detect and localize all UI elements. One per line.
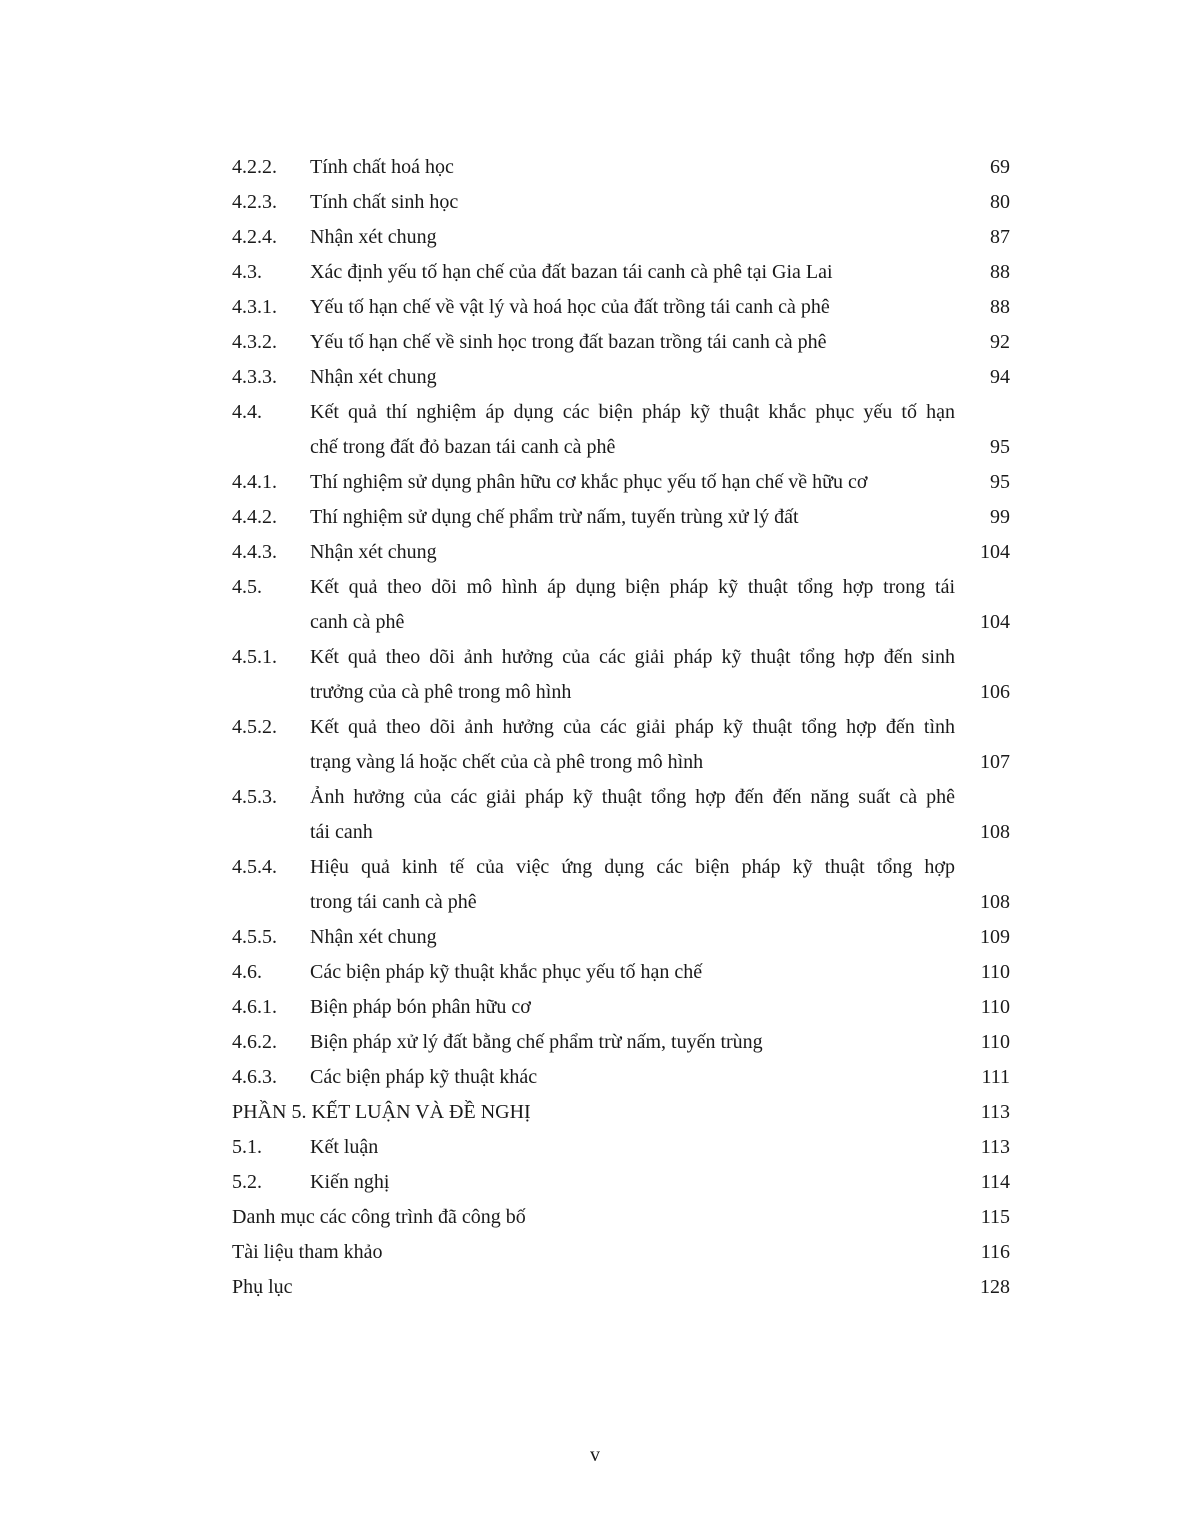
toc-entry-title: Các biện pháp kỹ thuật khắc phục yếu tố hạn chế bbox=[310, 961, 703, 983]
toc-entry-page: 115 bbox=[980, 1206, 1010, 1228]
toc-entry-line bbox=[232, 535, 1010, 570]
toc-entry-number: 4.4.3. bbox=[232, 541, 277, 563]
toc-entry-line bbox=[232, 745, 1010, 780]
toc-entry-line bbox=[232, 255, 1010, 290]
toc-entry-page: 111 bbox=[981, 1066, 1010, 1088]
toc-entry-title: chế trong đất đỏ bazan tái canh cà phê bbox=[310, 436, 616, 458]
toc-entry-page: 69 bbox=[990, 156, 1010, 178]
toc-entry-line bbox=[232, 500, 1010, 535]
toc-entry-title: Biện pháp xử lý đất bằng chế phẩm trừ nấm, tuyến trùng bbox=[310, 1031, 763, 1053]
toc-entry-number: 5.2. bbox=[232, 1171, 262, 1193]
toc-entry-title: Tài liệu tham khảo bbox=[232, 1241, 383, 1263]
toc-entry-line bbox=[232, 1165, 1010, 1200]
toc-entry-title: Ảnh hưởng của các giải pháp kỹ thuật tổng hợp đến đến năng suất cà phê bbox=[310, 786, 955, 808]
toc-entry-line bbox=[232, 360, 1010, 395]
toc-entry-number: 4.5.3. bbox=[232, 786, 277, 808]
toc-entry-line bbox=[232, 780, 1010, 815]
toc-entry-title: Tính chất sinh học bbox=[310, 191, 459, 213]
toc-entry-line bbox=[232, 395, 1010, 430]
toc-entry-number: 4.3.2. bbox=[232, 331, 277, 353]
toc-entry-line bbox=[232, 150, 1010, 185]
toc-entry-line bbox=[232, 1130, 1010, 1165]
toc-entry-title: PHẦN 5. KẾT LUẬN VÀ ĐỀ NGHỊ bbox=[232, 1101, 531, 1123]
page-number: v bbox=[590, 1444, 600, 1466]
toc-entry-number: 4.3. bbox=[232, 261, 262, 283]
toc-entry-title: Kết quả thí nghiệm áp dụng các biện pháp kỹ thuật khắc phục yếu tố hạn bbox=[310, 401, 955, 423]
toc-entry-page: 87 bbox=[990, 226, 1010, 248]
toc-entry-page: 108 bbox=[980, 821, 1010, 843]
toc-entry-number: 4.2.2. bbox=[232, 156, 277, 178]
toc-entry-page: 113 bbox=[980, 1136, 1010, 1158]
toc-entry-page: 108 bbox=[980, 891, 1010, 913]
toc-entry-number: 4.6.3. bbox=[232, 1066, 277, 1088]
toc-entry-title: Các biện pháp kỹ thuật khác bbox=[310, 1066, 538, 1088]
toc-entry-number: 4.5.2. bbox=[232, 716, 277, 738]
toc-entry-line bbox=[232, 1095, 1010, 1130]
toc-entry-number: 4.3.3. bbox=[232, 366, 277, 388]
toc-entry-title: tái canh bbox=[310, 821, 373, 843]
toc-entry-number: 4.5.1. bbox=[232, 646, 277, 668]
toc-entry-page: 116 bbox=[980, 1241, 1010, 1263]
toc-entry-title: Nhận xét chung bbox=[310, 226, 437, 248]
toc-entry-title: Danh mục các công trình đã công bố bbox=[232, 1206, 526, 1228]
toc-entry-title: Nhận xét chung bbox=[310, 541, 437, 563]
toc-entry-line bbox=[232, 920, 1010, 955]
toc-entry-line bbox=[232, 570, 1010, 605]
toc-entry-page: 110 bbox=[980, 996, 1010, 1018]
toc-entry-line bbox=[232, 1060, 1010, 1095]
toc-entry-page: 109 bbox=[980, 926, 1010, 948]
toc-entry-line bbox=[232, 290, 1010, 325]
toc-entry-line bbox=[232, 325, 1010, 360]
toc-entry-title: Nhận xét chung bbox=[310, 926, 437, 948]
toc-entry-line bbox=[232, 850, 1010, 885]
toc-entry-page: 114 bbox=[980, 1171, 1010, 1193]
toc-entry-line bbox=[232, 815, 1010, 850]
toc-entry-line bbox=[232, 465, 1010, 500]
toc-entry-number: 4.4. bbox=[232, 401, 262, 423]
toc-entry-title: Thí nghiệm sử dụng phân hữu cơ khắc phục yếu tố hạn chế về hữu cơ bbox=[310, 471, 868, 493]
toc-entry-title: Thí nghiệm sử dụng chế phẩm trừ nấm, tuyến trùng xử lý đất bbox=[310, 506, 799, 528]
toc-entry-line bbox=[232, 640, 1010, 675]
toc-entry-line bbox=[232, 1200, 1010, 1235]
toc-entry-title: Tính chất hoá học bbox=[310, 156, 454, 178]
toc-entry-page: 106 bbox=[980, 681, 1010, 703]
toc-entry-line bbox=[232, 605, 1010, 640]
toc-entry-page: 80 bbox=[990, 191, 1010, 213]
toc-entry-line bbox=[232, 185, 1010, 220]
toc-entry-title: Biện pháp bón phân hữu cơ bbox=[310, 996, 531, 1018]
toc-entry-line bbox=[232, 885, 1010, 920]
toc-entry-title: Xác định yếu tố hạn chế của đất bazan tái canh cà phê tại Gia Lai bbox=[310, 261, 833, 283]
table-of-contents bbox=[232, 150, 1010, 1305]
toc-entry-page: 113 bbox=[980, 1101, 1010, 1123]
toc-entry-page: 110 bbox=[980, 1031, 1010, 1053]
toc-entry-line bbox=[232, 710, 1010, 745]
toc-entry-number: 5.1. bbox=[232, 1136, 262, 1158]
toc-entry-title: trong tái canh cà phê bbox=[310, 891, 477, 913]
toc-entry-page: 88 bbox=[990, 261, 1010, 283]
toc-entry-line bbox=[232, 1270, 1010, 1305]
toc-entry-line bbox=[232, 220, 1010, 255]
toc-entry-title: Yếu tố hạn chế về sinh học trong đất bazan trồng tái canh cà phê bbox=[310, 331, 827, 353]
toc-entry-title: Kết luận bbox=[310, 1136, 379, 1158]
toc-entry-number: 4.2.4. bbox=[232, 226, 277, 248]
toc-entry-title: Hiệu quả kinh tế của việc ứng dụng các biện pháp kỹ thuật tổng hợp bbox=[310, 856, 955, 878]
toc-entry-line bbox=[232, 955, 1010, 990]
toc-entry-page: 95 bbox=[990, 471, 1010, 493]
toc-entry-number: 4.4.2. bbox=[232, 506, 277, 528]
toc-entry-page: 94 bbox=[990, 366, 1010, 388]
toc-entry-title: Kết quả theo dõi ảnh hưởng của các giải pháp kỹ thuật tổng hợp đến sinh bbox=[310, 646, 955, 668]
toc-entry-number: 4.4.1. bbox=[232, 471, 277, 493]
toc-entry-line bbox=[232, 990, 1010, 1025]
toc-entry-title: Kết quả theo dõi mô hình áp dụng biện pháp kỹ thuật tổng hợp trong tái bbox=[310, 576, 955, 598]
toc-entry-title: trưởng của cà phê trong mô hình bbox=[310, 681, 572, 703]
toc-entry-title: Kiến nghị bbox=[310, 1171, 390, 1193]
toc-entry-line bbox=[232, 430, 1010, 465]
toc-entry-title: Yếu tố hạn chế về vật lý và hoá học của đất trồng tái canh cà phê bbox=[310, 296, 830, 318]
toc-entry-number: 4.6.2. bbox=[232, 1031, 277, 1053]
toc-entry-page: 88 bbox=[990, 296, 1010, 318]
toc-entry-number: 4.5.5. bbox=[232, 926, 277, 948]
toc-entry-line bbox=[232, 675, 1010, 710]
toc-entry-page: 104 bbox=[980, 611, 1010, 633]
toc-entry-number: 4.6.1. bbox=[232, 996, 277, 1018]
toc-entry-line bbox=[232, 1235, 1010, 1270]
toc-entry-number: 4.2.3. bbox=[232, 191, 277, 213]
toc-entry-page: 95 bbox=[990, 436, 1010, 458]
toc-entry-number: 4.3.1. bbox=[232, 296, 277, 318]
toc-entry-page: 107 bbox=[980, 751, 1010, 773]
toc-entry-title: canh cà phê bbox=[310, 611, 405, 633]
toc-entry-page: 110 bbox=[980, 961, 1010, 983]
toc-entry-title: Kết quả theo dõi ảnh hưởng của các giải pháp kỹ thuật tổng hợp đến tình bbox=[310, 716, 955, 738]
toc-entry-line bbox=[232, 1025, 1010, 1060]
toc-entry-page: 99 bbox=[990, 506, 1010, 528]
toc-entry-title: trạng vàng lá hoặc chết của cà phê trong mô hình bbox=[310, 751, 704, 773]
toc-entry-number: 4.5.4. bbox=[232, 856, 277, 878]
toc-entry-page: 104 bbox=[980, 541, 1010, 563]
toc-entry-number: 4.6. bbox=[232, 961, 262, 983]
toc-entry-page: 92 bbox=[990, 331, 1010, 353]
toc-entry-number: 4.5. bbox=[232, 576, 262, 598]
toc-entry-title: Nhận xét chung bbox=[310, 366, 437, 388]
toc-entry-title: Phụ lục bbox=[232, 1276, 293, 1298]
toc-entry-page: 128 bbox=[980, 1276, 1010, 1298]
